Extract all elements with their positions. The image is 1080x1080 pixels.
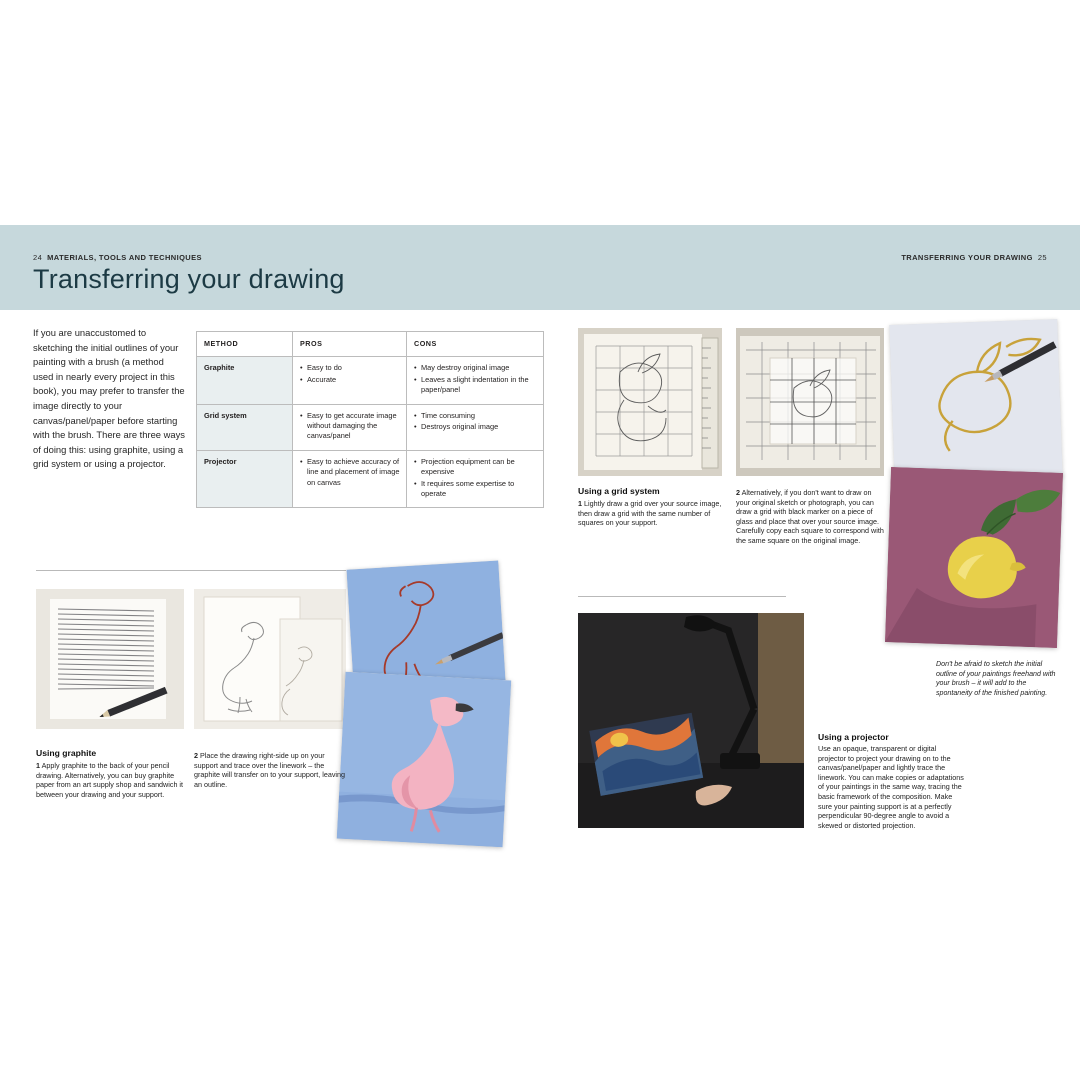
cell-cons-grid	[407, 404, 544, 450]
caption-graphite-step2	[194, 751, 346, 789]
photo-glass-grid-over-drawing	[736, 328, 884, 476]
photo-projector-setup	[578, 613, 804, 828]
folio-left	[33, 253, 202, 262]
step-text: Lightly draw a grid over your source image, then draw a grid with the same number of squares on your support.	[578, 499, 722, 528]
photo-lemon-finished-painting	[885, 467, 1063, 648]
step-number: 2	[194, 751, 198, 760]
list-item: • It requires some expertise to operate	[414, 479, 537, 500]
step-number: 1	[578, 499, 582, 508]
table-row	[197, 357, 544, 404]
cell-cons-graphite	[407, 357, 544, 404]
table-row	[197, 450, 544, 508]
sidenote-freehand-tip: Don't be afraid to sketch the initial outline of your paintings freehand with your brush – it will add to the spontaneity of the finished painting.	[936, 660, 1056, 697]
list-item: • Accurate	[300, 375, 400, 385]
photo-flamingo-outline-canvas	[346, 560, 505, 689]
caption-heading-grid: Using a grid system	[578, 486, 660, 496]
cell-method-grid: Grid system	[197, 404, 293, 450]
cell-cons-projector	[407, 450, 544, 508]
caption-step1-graphite	[36, 761, 184, 799]
step-text: Alternatively, if you don't want to draw on your original sketch or photograph, you can draw a grid with black marker on a piece of glass and place that over your source image. Carefully copy each square to correspond with the same square on the original image.	[736, 488, 884, 545]
page-number-left: 24	[33, 253, 43, 262]
photo-traced-flamingo-drawing	[194, 589, 346, 729]
photo-graphite-shaded-paper	[36, 589, 184, 729]
section-divider-graphite	[36, 570, 346, 571]
step-number: 1	[36, 761, 40, 770]
th-method: METHOD	[197, 332, 293, 357]
caption-heading-graphite: Using graphite	[36, 748, 97, 758]
caption-step2-grid	[736, 488, 884, 546]
list-item: • Destroys original image	[414, 422, 537, 432]
caption-text-projector: Use an opaque, transparent or digital projector to project your drawing on to the canvas/panel/paper and lightly trace the linework. You can make copies or adaptations of your paintings in the same way, tracing the basic framework of the composition. Make sure your painting support is at a perfectly perpendicular 90-degree angle to avoid a skewed or distorted projection.	[818, 744, 964, 830]
step-number: 2	[736, 488, 740, 497]
step-text: Apply graphite to the back of your pencil drawing. Alternatively, you can buy graphite paper from an art supply shop and sandwich it between your drawing and your support.	[36, 761, 184, 799]
caption-heading-projector: Using a projector	[818, 732, 889, 742]
list-item: • Easy to get accurate image without damaging the canvas/panel	[300, 411, 400, 442]
step-text: Place the drawing right-side up on your support and trace over the linework – the graphite will transfer on to your support, leaving an outline.	[194, 751, 346, 789]
caption-projector	[818, 732, 966, 830]
table-header-row	[197, 332, 544, 357]
table-row	[197, 404, 544, 450]
page-title: Transferring your drawing	[33, 264, 345, 294]
list-item: • Projection equipment can be expensive	[414, 457, 537, 478]
cell-pros-grid	[293, 404, 407, 450]
list-item: • Time consuming	[414, 411, 537, 421]
caption-grid-step2	[736, 488, 884, 546]
intro-paragraph: If you are unaccustomed to sketching the initial outlines of your painting with a brush (a method used in nearly every project in this book), you may prefer to transfer the image directly to your canvas/panel/paper before starting with the brush. There are three ways of doing this: using graphite, using a grid system or using a projector.	[33, 327, 185, 470]
caption-graphite	[36, 748, 184, 799]
list-item: • Easy to do	[300, 363, 400, 373]
caption-grid	[578, 486, 724, 528]
method-comparison-table	[196, 331, 544, 508]
folio-right	[901, 253, 1047, 262]
running-head-right: TRANSFERRING YOUR DRAWING	[901, 253, 1033, 262]
th-pros: PROS	[293, 332, 407, 357]
cell-method-projector: Projector	[197, 450, 293, 508]
photo-grid-lemon-sketch	[578, 328, 722, 476]
cell-pros-graphite	[293, 357, 407, 404]
list-item: • Easy to achieve accuracy of line and placement of image on canvas	[300, 457, 400, 488]
page-number-right: 25	[1037, 253, 1047, 262]
th-cons: CONS	[407, 332, 544, 357]
running-head-left: MATERIALS, TOOLS AND TECHNIQUES	[47, 253, 202, 262]
photo-lemon-outline-canvas	[889, 319, 1062, 483]
section-divider-projector	[578, 596, 786, 597]
caption-step1-grid	[578, 499, 724, 528]
cell-method-graphite: Graphite	[197, 357, 293, 404]
caption-step2-graphite	[194, 751, 346, 789]
photo-flamingo-finished-painting	[337, 672, 512, 847]
list-item: • Leaves a slight indentation in the paper/panel	[414, 375, 537, 396]
list-item: • May destroy original image	[414, 363, 537, 373]
cell-pros-projector	[293, 450, 407, 508]
